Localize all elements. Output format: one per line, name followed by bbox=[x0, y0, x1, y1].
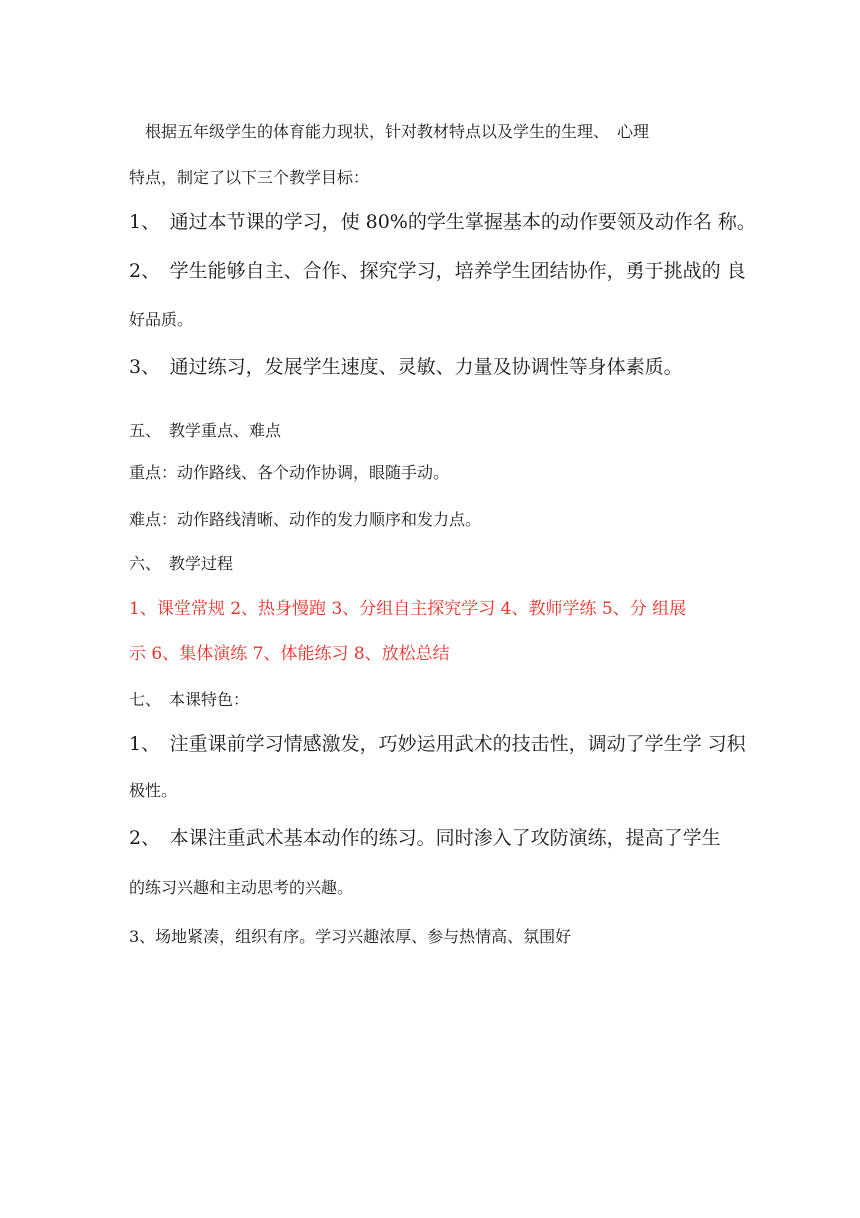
goal-2-line-2: 好品质。 bbox=[129, 310, 194, 329]
section-7-title: 七、 本课特色： bbox=[129, 690, 250, 709]
goals-intro-line-1: 根据五年级学生的体育能力现状，针对教材特点以及学生的生理、 心理 bbox=[129, 122, 650, 141]
process-line-2: 示 6、集体演练 7、体能练习 8、放松总结 bbox=[129, 644, 450, 664]
section-6-title: 六、 教学过程 bbox=[129, 554, 234, 573]
goal-1: 1、 通过本节课的学习，使 80%的学生掌握基本的动作要领及动作名 称。 bbox=[129, 211, 756, 233]
goals-intro-line-2: 特点，制定了以下三个教学目标： bbox=[129, 168, 370, 187]
difficult-point: 难点：动作路线清晰、动作的发力顺序和发力点。 bbox=[129, 510, 482, 529]
section-5-title: 五、 教学重点、难点 bbox=[129, 421, 282, 440]
feature-2-line-1: 2、 本课注重武术基本动作的练习。同时渗入了攻防演练，提高了学生 bbox=[129, 827, 721, 849]
feature-2-line-2: 的练习兴趣和主动思考的兴趣。 bbox=[129, 878, 354, 897]
process-line-1: 1、课堂常规 2、热身慢跑 3、分组自主探究学习 4、教师学练 5、分 组展 bbox=[129, 599, 687, 619]
feature-3: 3、场地紧凑，组织有序。学习兴趣浓厚、参与热情高、氛围好 bbox=[129, 927, 572, 946]
feature-1-line-2: 极性。 bbox=[129, 781, 178, 800]
key-point: 重点：动作路线、各个动作协调，眼随手动。 bbox=[129, 463, 450, 482]
feature-1-line-1: 1、 注重课前学习情感激发，巧妙运用武术的技击性，调动了学生学 习积 bbox=[129, 733, 746, 755]
goal-3: 3、 通过练习，发展学生速度、灵敏、力量及协调性等身体素质。 bbox=[129, 356, 683, 378]
goal-2-line-1: 2、 学生能够自主、合作、探究学习，培养学生团结协作，勇于挑战的 良 bbox=[129, 260, 746, 282]
